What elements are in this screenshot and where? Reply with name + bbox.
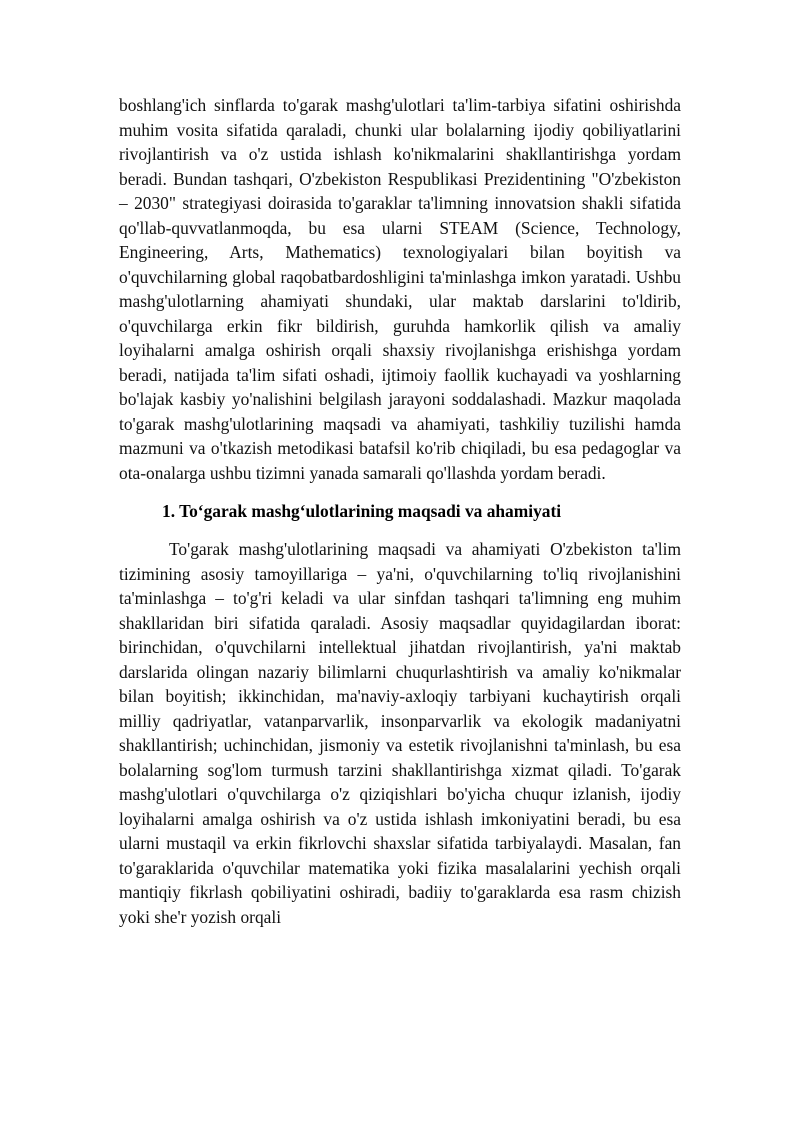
intro-paragraph: boshlang'ich sinflarda to'garak mashg'ulotlari ta'lim-tarbiya sifatini oshirishda muhim vosita sifatida qaraladi, chunki ular bolalarning ijodiy qobiliyatlarini rivojlantirish va o'z ustida ishlash ko'nikmalarini shakllantirishga yordam beradi. Bundan tashqari, O'zbekiston Respublikasi Prezidentining "O'zbekiston – 2030" strategiyasi doirasida to'garaklar ta'limning innovatsion shakli sifatida qo'llab-quvvatlanmoqda, bu esa ularni STEAM (Science, Technology, Engineering, Arts, Mathematics) texnologiyalari bilan boyitish va o'quvchilarning global raqobatbardoshligini ta'minlashga imkon yaratadi. Ushbu mashg'ulotlarning ahamiyati shundaki, ular maktab darslarini to'ldirib, o'quvchilarga erkin fikr bildirish, guruhda hamkorlik qilish va amaliy loyihalarni amalga oshirish orqali shaxsiy rivojlanishga erishishga yordam beradi, natijada ta'lim sifati oshadi, ijtimoiy faollik kuchayadi va yoshlarning bo'lajak kasbiy yo'nalishini belgilash jarayoni soddalashadi. Mazkur maqolada to'garak mashg'ulotlarining maqsadi va ahamiyati, tashkiliy tuzilishi hamda mazmuni va o'tkazish metodikasi batafsil ko'rib chiqiladi, bu esa pedagoglar va ota-onalarga ushbu tizimni yanada samarali qo'llashda yordam beradi. <box>119 95 681 483</box>
document-page <box>119 93 681 929</box>
body-paragraph: To'garak mashg'ulotlarining maqsadi va ahamiyati O'zbekiston ta'lim tizimining asosiy tamoyillariga – ya'ni, o'quvchilarning to'liq rivojlanishini ta'minlashga – to'g'ri keladi va ular sinfdan tashqari ta'limning eng muhim shakllaridan biri sifatida qaraladi. Asosiy maqsadlar quyidagilardan iborat: birinchidan, o'quvchilarni intellektual jihatdan rivojlantirish, ya'ni maktab darslarida olingan nazariy bilimlarni chuqurlashtirish va amaliy ko'nikmalar bilan boyitish; ikkinchidan, ma'naviy-axloqiy tarbiyani kuchaytirish orqali milliy qadriyatlar, vatanparvarlik, insonparvarlik va ekologik madaniyatni shakllantirish; uchinchidan, jismoniy va estetik rivojlanishni ta'minlash, bu esa bolalarning sog'lom turmush tarzini shakllantirishga xizmat qiladi. To'garak mashg'ulotlari o'quvchilarga o'z qiziqishlari bo'yicha chuqur izlanish, ijodiy loyihalarni amalga oshirish va o'z ustida ishlash imkoniyatini beradi, bu esa ularni mustaqil va erkin fikrlovchi shaxslar sifatida tarbiyalaydi. Masalan, fan to'garaklarida o'quvchilar matematika yoki fizika masalalarini yechish orqali mantiqiy fikrlash qobiliyatini oshiradi, badiiy to'garaklarda esa rasm chizish yoki she'r yozish orqali <box>119 539 681 927</box>
section-heading: 1. To‘garak mashg‘ulotlarining maqsadi va ahamiyati <box>162 500 562 521</box>
